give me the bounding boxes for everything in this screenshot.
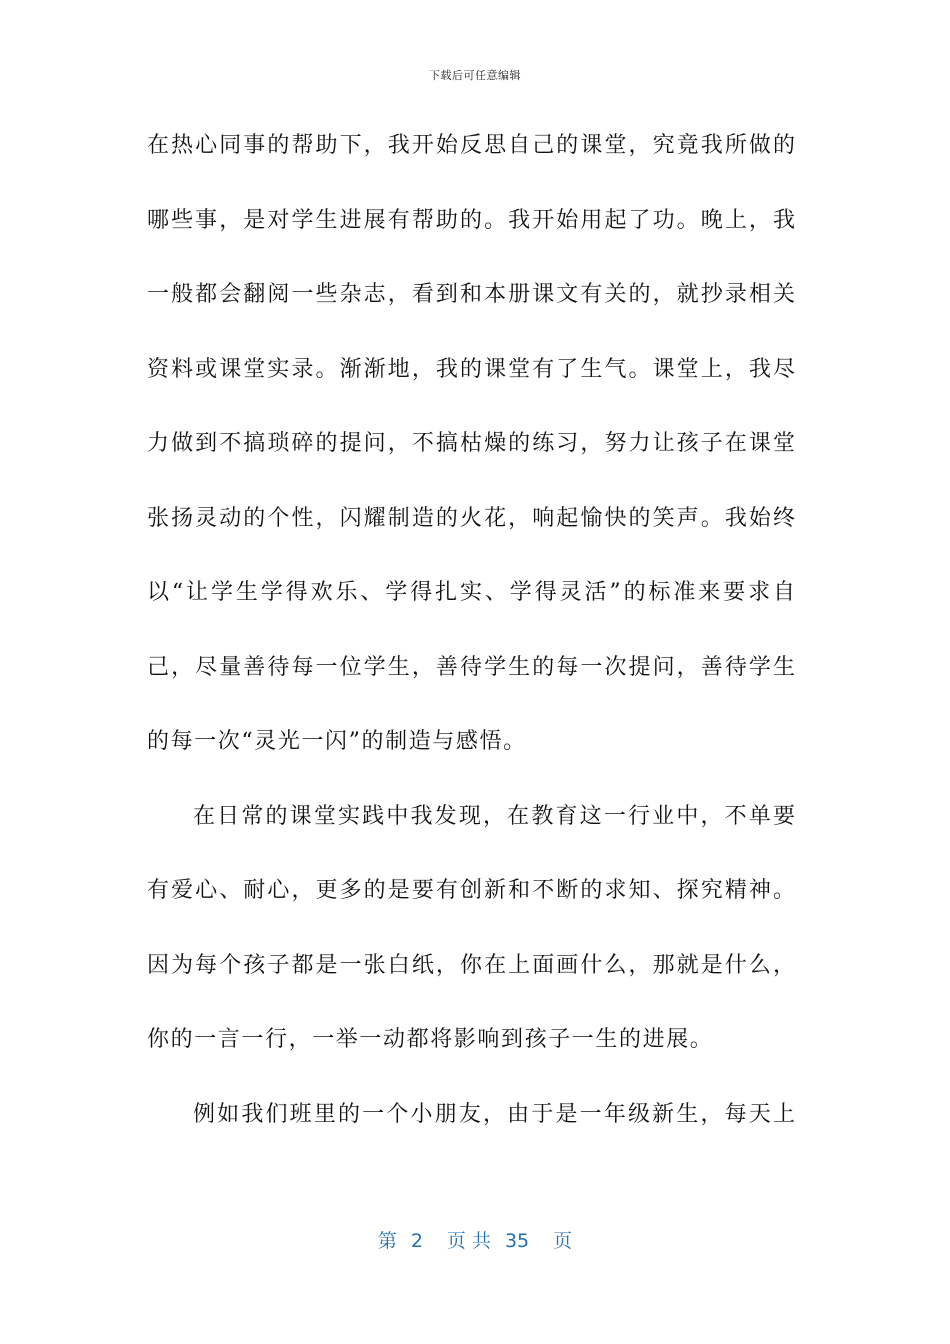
page-footer [0, 1226, 950, 1253]
footer-label-di: 第 [377, 1230, 397, 1252]
footer-label-ye: 页 [553, 1230, 573, 1252]
text-line: 哪些事，是对学生进展有帮助的。我开始用起了功。晚上，我 [147, 207, 795, 233]
text-line: 资料或课堂实录。渐渐地，我的课堂有了生气。课堂上，我尽 [147, 356, 795, 382]
text-line: 的每一次“灵光一闪”的制造与感悟。 [147, 729, 527, 754]
document-body [147, 124, 795, 1167]
footer-label-ye-gong: 页 共 [446, 1230, 491, 1252]
text-line: 力做到不搞琐碎的提问，不搞枯燥的练习，努力让孩子在课堂 [147, 431, 795, 456]
page-header: 下载后可任意编辑 [429, 69, 521, 82]
text-line: 张扬灵动的个性，闪耀制造的火花，响起愉快的笑声。我始终 [147, 505, 795, 531]
footer-total-pages: 35 [504, 1230, 530, 1252]
paragraph-first-line: 例如我们班里的一个小朋友，由于是一年级新生，每天上 [193, 1101, 795, 1127]
text-line: 有爱心、耐心，更多的是要有创新和不断的求知、探究精神。 [147, 878, 795, 903]
text-line: 在热心同事的帮助下，我开始反思自己的课堂，究竟我所做的 [147, 133, 795, 158]
text-line: 以“让学生学得欢乐、学得扎实、学得灵活”的标准来要求自 [147, 580, 795, 605]
text-line: 因为每个孩子都是一张白纸，你在上面画什么，那就是什么， [147, 952, 795, 978]
text-line: 你的一言一行，一举一动都将影响到孩子一生的进展。 [147, 1027, 714, 1052]
text-line: 己，尽量善待每一位学生，善待学生的每一次提问，善待学生 [147, 654, 795, 680]
footer-current-page: 2 [410, 1230, 423, 1252]
text-line: 一般都会翻阅一些杂志，看到和本册课文有关的，就抄录相关 [147, 282, 795, 307]
paragraph-first-line: 在日常的课堂实践中我发现，在教育这一行业中，不单要 [193, 803, 795, 829]
